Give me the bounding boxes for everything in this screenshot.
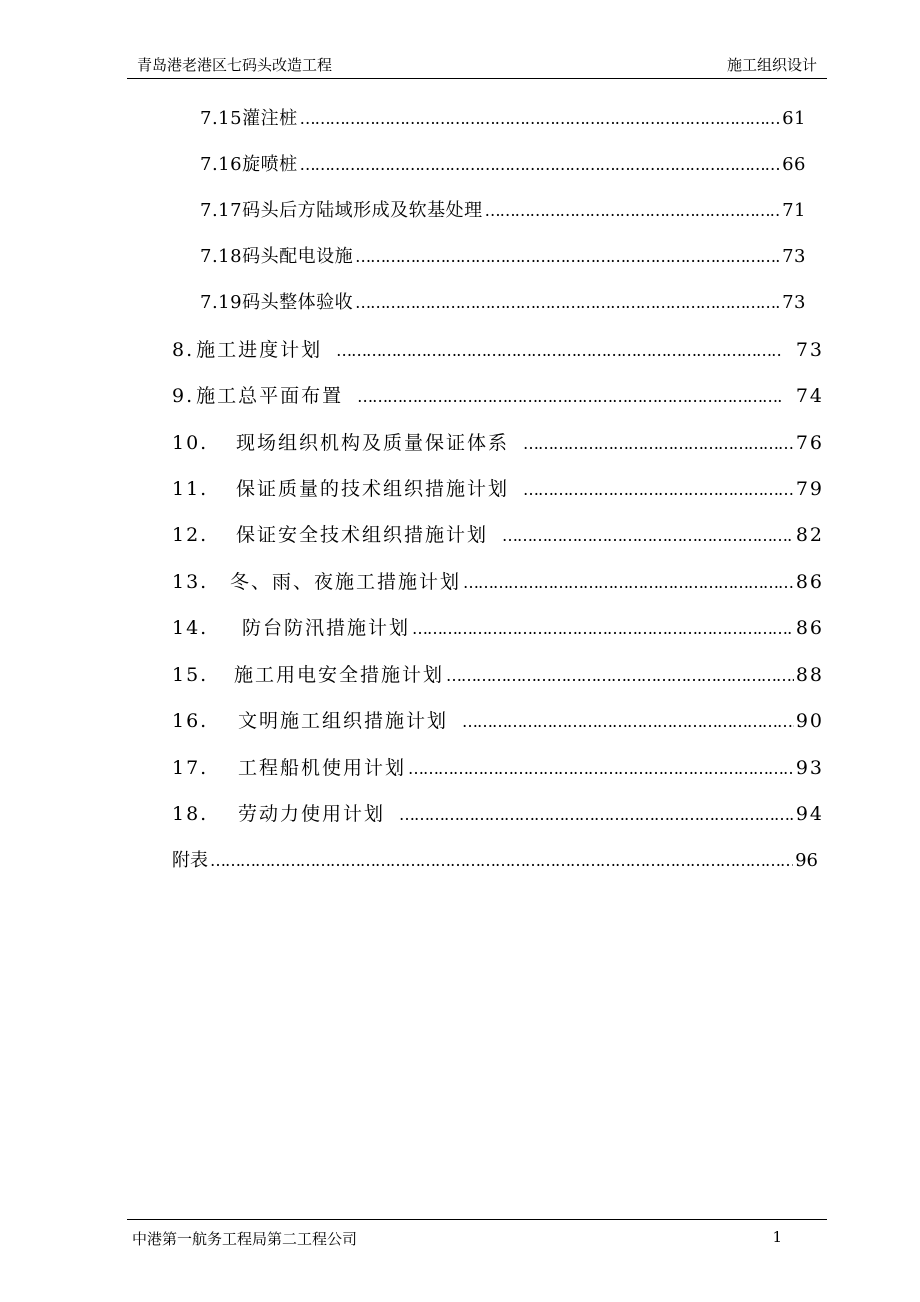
- toc-entry-page: 74: [795, 385, 824, 407]
- toc-leader-dots: [357, 385, 782, 407]
- toc-entry-page: 61: [782, 108, 806, 129]
- toc-entry[interactable]: [172, 706, 824, 733]
- toc-entry-number: 12.: [172, 524, 209, 546]
- toc-entry-title: 施工用电安全措施计划: [234, 664, 445, 686]
- toc-entry-page: 71: [782, 200, 806, 221]
- toc-entry-number: 14.: [172, 617, 209, 639]
- footer-company-name: 中港第一航务工程局第二工程公司: [132, 1230, 358, 1248]
- toc-entry[interactable]: [200, 288, 806, 314]
- toc-entry-page: 73: [795, 339, 824, 361]
- toc-entry-page: 94: [795, 803, 824, 825]
- toc-leader-dots: [408, 757, 794, 779]
- toc-leader-dots: [210, 850, 793, 871]
- toc-entry-number: 7.16: [200, 154, 243, 175]
- toc-entry-number: 8.: [172, 339, 195, 361]
- toc-leader-dots: [462, 710, 794, 732]
- toc-entry-title: 现场组织机构及质量保证体系: [236, 432, 510, 454]
- toc-entry-title: 灌注桩: [242, 108, 298, 129]
- toc-leader-dots: [412, 617, 794, 639]
- toc-entry-page: 90: [795, 710, 824, 732]
- toc-entry-title: 施工进度计划: [196, 339, 323, 361]
- toc-entry[interactable]: [200, 196, 806, 222]
- toc-leader-dots: [502, 524, 794, 546]
- toc-leader-dots: [300, 108, 781, 129]
- toc-entry-number: 7.15: [200, 108, 243, 129]
- toc-entry-number: 7.19: [200, 292, 243, 313]
- toc-entry-title: 冬、雨、夜施工措施计划: [230, 571, 462, 593]
- toc-entry-title: 旋喷桩: [242, 154, 298, 175]
- toc-entry-page: 66: [782, 154, 806, 175]
- toc-entry[interactable]: [200, 150, 806, 176]
- toc-entry[interactable]: [172, 613, 824, 640]
- toc-entry-title: 附表: [172, 850, 208, 871]
- header-project-title: 青岛港老港区七码头改造工程: [137, 56, 333, 74]
- toc-entry-title: 防台防汛措施计划: [242, 617, 411, 639]
- toc-entry-number: 11.: [172, 478, 209, 500]
- toc-entry-page: 73: [782, 246, 806, 267]
- toc-entry-title: 码头配电设施: [242, 246, 354, 267]
- toc-leader-dots: [523, 432, 794, 454]
- toc-entry-number: 16.: [172, 710, 209, 732]
- toc-entry-title: 文明施工组织措施计划: [238, 710, 449, 732]
- toc-leader-dots: [446, 664, 794, 686]
- page-footer: [127, 1219, 827, 1260]
- header-document-type: 施工组织设计: [726, 56, 817, 74]
- toc-entry[interactable]: [172, 799, 824, 826]
- toc-entry[interactable]: [200, 242, 806, 268]
- toc-entry[interactable]: [172, 567, 824, 594]
- toc-leader-dots: [355, 246, 780, 267]
- toc-entry-number: 7.17: [200, 200, 243, 221]
- toc-entry[interactable]: [172, 753, 824, 780]
- toc-leader-dots: [485, 200, 781, 221]
- toc-entry[interactable]: [172, 381, 824, 408]
- toc-entry-title: 劳动力使用计划: [238, 803, 386, 825]
- toc-leader-dots: [523, 478, 794, 500]
- toc-entry[interactable]: [172, 474, 824, 501]
- toc-entry-title: 码头整体验收: [242, 292, 354, 313]
- toc-entry-number: 7.18: [200, 246, 243, 267]
- toc-leader-dots: [300, 154, 781, 175]
- toc-entry-number: 13.: [172, 571, 209, 593]
- toc-entry-title: 码头后方陆域形成及软基处理: [242, 200, 483, 221]
- toc-leader-dots: [336, 339, 782, 361]
- toc-entry-number: 15.: [172, 664, 209, 686]
- toc-entry-page: 88: [795, 664, 824, 686]
- toc-entry-page: 82: [795, 524, 824, 546]
- toc-entry[interactable]: [172, 660, 824, 687]
- footer-page-number: 1: [772, 1228, 782, 1246]
- toc-entry-page: 79: [795, 478, 824, 500]
- toc-entry-page: 86: [795, 617, 824, 639]
- toc-entry-page: 86: [795, 571, 824, 593]
- toc-entry[interactable]: [172, 428, 824, 455]
- toc-entry-title: 施工总平面布置: [196, 385, 344, 407]
- toc-entry-number: 18.: [172, 803, 209, 825]
- toc-entry-title: 保证安全技术组织措施计划: [236, 524, 489, 546]
- toc-entry-title: 保证质量的技术组织措施计划: [236, 478, 510, 500]
- toc-entry-page: 73: [782, 292, 806, 313]
- toc-leader-dots: [355, 292, 780, 313]
- toc-entry-page: 96: [795, 850, 818, 871]
- toc-leader-dots: [399, 803, 794, 825]
- toc-entry[interactable]: [172, 520, 824, 547]
- toc-entry-number: 10.: [172, 432, 209, 454]
- toc-entry[interactable]: [172, 335, 824, 362]
- toc-entry-number: 9.: [172, 385, 195, 407]
- toc-entry[interactable]: [172, 846, 818, 872]
- toc-entry[interactable]: [200, 104, 806, 130]
- toc-entry-page: 93: [795, 757, 824, 779]
- toc-entry-title: 工程船机使用计划: [238, 757, 407, 779]
- toc-leader-dots: [463, 571, 794, 593]
- toc-entry-page: 76: [795, 432, 824, 454]
- toc-entry-number: 17.: [172, 757, 209, 779]
